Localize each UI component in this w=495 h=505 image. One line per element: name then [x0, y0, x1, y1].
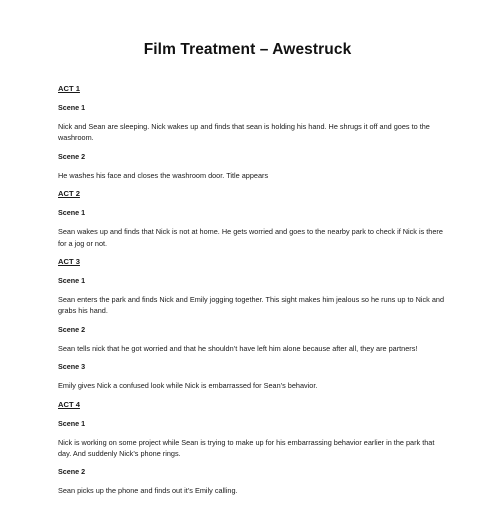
scene-text: Sean wakes up and finds that Nick is not at home. He gets worried and goes to the nearby park to check if Nick is there for a jog or not.	[58, 227, 443, 248]
scene-heading: Scene 2	[58, 324, 86, 334]
document-title: Film Treatment – Awestruck	[143, 41, 352, 58]
act-section	[58, 189, 448, 249]
act-heading: ACT 1	[58, 84, 80, 93]
scene-heading: Scene 1	[58, 103, 86, 112]
act-heading: ACT 4	[58, 399, 80, 409]
scene-heading: Scene 1	[58, 418, 86, 428]
scene-heading: Scene 2	[58, 151, 86, 161]
scene-text: Sean picks up the phone and finds out it’s Emily calling.	[58, 486, 238, 496]
scene-heading: Scene 3	[58, 362, 86, 372]
act-heading: ACT 2	[58, 189, 80, 199]
scene-text: He washes his face and closes the washroom door. Title appears	[58, 170, 269, 180]
scene-text: Nick is working on some project while Sean is trying to make up for his embarrassing behavior earlier in the park that day. And suddenly Nick’s phone rings.	[58, 437, 435, 459]
act-heading: ACT 3	[58, 257, 80, 267]
scene-heading: Scene 2	[58, 467, 86, 477]
scene-heading: Scene 1	[58, 276, 86, 286]
act-section	[58, 400, 448, 497]
treatment-body	[58, 84, 448, 505]
scene-heading: Scene 1	[58, 208, 86, 218]
act-section	[58, 257, 448, 392]
act-section	[58, 84, 448, 181]
scene-text: Nick and Sean are sleeping. Nick wakes up and finds that sean is holding his hand. He shrugs it off and goes to the washroom.	[58, 122, 430, 143]
scene-text: Sean tells nick that he got worried and that he shouldn’t have left him alone because after all, they are partners!	[58, 343, 418, 353]
scene-text: Sean enters the park and finds Nick and Emily jogging together. This sight makes him jealous so he runs up to Nick and grabs his hand.	[58, 295, 445, 316]
scene-text: Emily gives Nick a confused look while Nick is embarrassed for Sean’s behavior.	[58, 381, 318, 391]
